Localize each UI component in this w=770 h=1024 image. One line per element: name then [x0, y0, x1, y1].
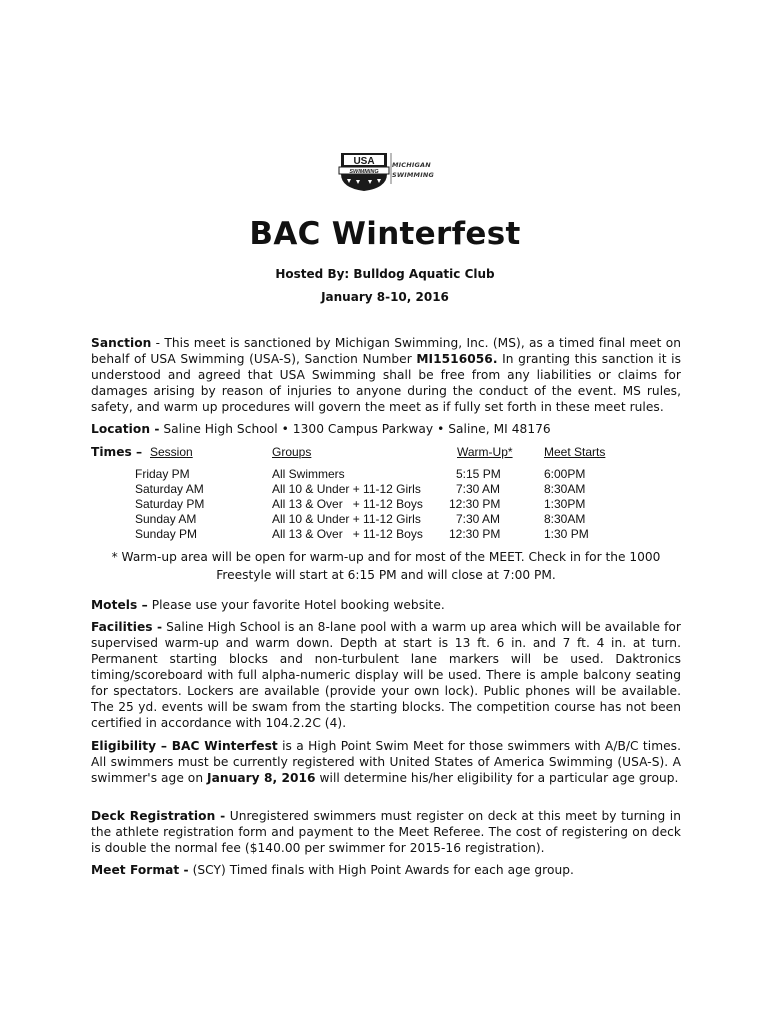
- sanction-text-2: In granting this sanction it is understood and agreed that USA Swimming shall be free from any liabilities or claims for damages arising by reason of injuries to anyone during the conduct of the event. MS rules, safety, and warm up procedures will govern the meet as if fully set forth in these meet rules.: [91, 352, 681, 414]
- table-row: [91, 512, 691, 527]
- row-warmup: 12:30 PM: [449, 497, 501, 511]
- warmup-note-line-1: * Warm-up area will be open for warm-up and for most of the MEET. Check in for the 1000: [111, 550, 661, 564]
- row-meet-start: 6:00PM: [544, 467, 586, 481]
- row-warmup: 12:30 PM: [449, 527, 501, 541]
- row-meet-start: 8:30AM: [544, 512, 586, 526]
- row-groups: All 10 & Under + 11-12 Girls: [272, 512, 421, 526]
- sanction-text-1: - This meet is sanctioned by Michigan Swimming, Inc. (MS), as a timed final meet on behalf of USA Swimming (USA-S), Sanction Number: [91, 336, 681, 366]
- logo-michigan-line: MICHIGAN: [392, 161, 431, 169]
- header-groups: Groups: [272, 445, 312, 459]
- motels-label: Motels –: [91, 598, 148, 612]
- motels-text: Please use your favorite Hotel booking website.: [147, 598, 445, 612]
- logo-usa-text: USA: [353, 156, 375, 167]
- row-session: Saturday AM: [135, 482, 204, 496]
- row-session: Sunday PM: [135, 527, 198, 541]
- header-warmup: Warm-Up*: [457, 445, 513, 459]
- times-label: Times –: [91, 445, 143, 459]
- row-groups: All 13 & Over + 11-12 Boys: [272, 527, 423, 541]
- meet-format-paragraph: [91, 862, 681, 878]
- row-groups: All 10 & Under + 11-12 Girls: [272, 482, 421, 496]
- eligibility-text-1: is a High Point Swim Meet for those swimmers with A/B/C times. All swimmers must be currently registered with United States of America Swimming (USA-S). A swimmer's age on: [91, 739, 681, 785]
- sanction-number: MI1516056.: [416, 352, 498, 366]
- deck-registration-text: Unregistered swimmers must register on deck at this meet by turning in the athlete registration form and payment to the Meet Referee. The cost of registering on deck is double the normal fee ($140.00 per swimmer for 2015-16 registration).: [91, 809, 681, 855]
- facilities-text: Saline High School is an 8-lane pool with a warm up area which will be available for supervised warm-up and warm down. Depth at start is 13 ft. 6 in. and 7 ft. 4 in. at turn. Permanent starting blocks and non-turbulent lane markers will be used. Daktronics timing/scoreboard with full alpha-numeric display will be used. There is ample balcony seating for spectators. Lockers are available (provide your own lock). Public phones will be available. The 25 yd. events will be swam from the starting blocks. The competition course has not been certified in accordance with 104.2.2C (4).: [91, 620, 681, 730]
- table-row: [91, 467, 691, 482]
- logo-swimming-line: SWIMMING: [392, 171, 434, 179]
- eligibility-date: January 8, 2016: [207, 771, 316, 785]
- location-text: Saline High School • 1300 Campus Parkway • Saline, MI 48176: [159, 422, 551, 436]
- header-session: Session: [150, 445, 193, 459]
- row-groups: All Swimmers: [272, 467, 345, 481]
- facilities-paragraph: [91, 619, 681, 731]
- sanction-paragraph: [91, 335, 681, 415]
- deck-registration-paragraph: [91, 808, 681, 856]
- row-session: Friday PM: [135, 467, 190, 481]
- facilities-label: Facilities -: [91, 620, 163, 634]
- eligibility-label: Eligibility – BAC Winterfest: [91, 739, 278, 753]
- warmup-note: [91, 548, 681, 584]
- meet-title: BAC Winterfest: [249, 216, 521, 252]
- row-meet-start: 1:30 PM: [544, 527, 589, 541]
- warmup-note-line-2: Freestyle will start at 6:15 PM and will close at 7:00 PM.: [216, 568, 556, 582]
- meet-dates: January 8-10, 2016: [321, 290, 449, 304]
- row-warmup: 7:30 AM: [456, 512, 501, 526]
- table-row: [91, 527, 691, 542]
- eligibility-paragraph: [91, 738, 681, 786]
- row-meet-start: 1:30PM: [544, 497, 586, 511]
- michigan-swimming-logo-text: [392, 160, 434, 180]
- row-groups: All 13 & Over + 11-12 Boys: [272, 497, 423, 511]
- eligibility-text-2: will determine his/her eligibility for a particular age group.: [315, 771, 679, 785]
- header-meet-starts: Meet Starts: [544, 445, 606, 459]
- meet-format-text: (SCY) Timed finals with High Point Awards for each age group.: [188, 863, 574, 877]
- sanction-label: Sanction: [91, 336, 152, 350]
- row-session: Sunday AM: [135, 512, 197, 526]
- row-session: Saturday PM: [135, 497, 205, 511]
- logo-swimming-text: SWIMMING: [349, 169, 379, 175]
- location-label: Location -: [91, 422, 160, 436]
- location-paragraph: [91, 421, 681, 437]
- table-row: [91, 482, 691, 497]
- row-meet-start: 8:30AM: [544, 482, 586, 496]
- hosted-by: Hosted By: Bulldog Aquatic Club: [275, 267, 495, 281]
- table-row: [91, 497, 691, 512]
- motels-paragraph: [91, 597, 681, 613]
- meet-format-label: Meet Format -: [91, 863, 189, 877]
- row-warmup: 7:30 AM: [456, 482, 501, 496]
- deck-registration-label: Deck Registration -: [91, 809, 226, 823]
- row-warmup: 5:15 PM: [456, 467, 501, 481]
